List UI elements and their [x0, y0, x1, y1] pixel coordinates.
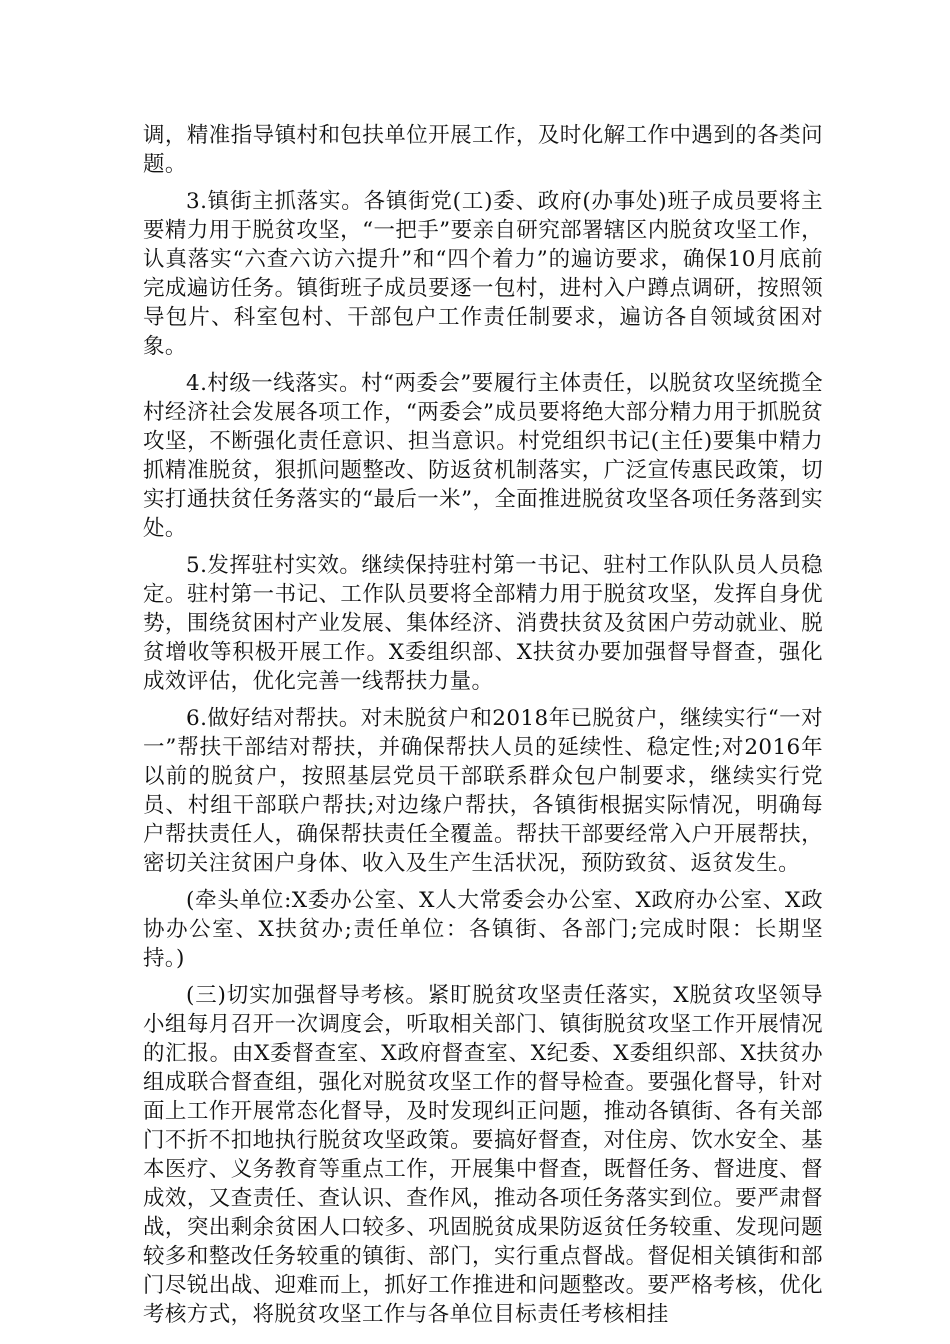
paragraph-item-3: 3.镇街主抓落实。各镇街党(工)委、政府(办事处)班子成员要将主要精力用于脱贫攻坚，“一把手”要亲自研究部署辖区内脱贫攻坚工作，认真落实“六查六访六提升”和“四个着力”的遍访要求，确保10月底前完成遍访任务。镇街班子成员要逐一包村，进村入户蹲点调研，按照领导包片、科室包村、干部包户工作责任制要求，遍访各自领域贫困对象。: [143, 189, 823, 359]
paragraph-item-5: 5.发挥驻村实效。继续保持驻村第一书记、驻村工作队队员人员稳定。驻村第一书记、工作队员要将全部精力用于脱贫攻坚，发挥自身优势，围绕贫困村产业发展、集体经济、消费扶贫及贫困户劳动就业、脱贫增收等积极开展工作。X委组织部、X扶贫办要加强督导督查，强化成效评估，优化完善一线帮扶力量。: [143, 553, 823, 694]
document-body: [143, 121, 823, 1337]
paragraph-item-6: 6.做好结对帮扶。对未脱贫户和2018年已脱贫户，继续实行“一对一”帮扶干部结对帮扶，并确保帮扶人员的延续性、稳定性;对2016年以前的脱贫户，按照基层党员干部联系群众包户制要求，继续实行党员、村组干部联户帮扶;对边缘户帮扶，各镇街根据实际情况，明确每户帮扶责任人，确保帮扶责任全覆盖。帮扶干部要经常入户开展帮扶，密切关注贫困户身体、收入及生产生活状况，预防致贫、返贫发生。: [143, 706, 823, 876]
paragraph-section-3: (三)切实加强督导考核。紧盯脱贫攻坚责任落实，X脱贫攻坚领导小组每月召开一次调度会，听取相关部门、镇街脱贫攻坚工作开展情况的汇报。由X委督查室、X政府督查室、X纪委、X委组织部、X扶贫办组成联合督查组，强化对脱贫攻坚工作的督导检查。要强化督导，针对面上工作开展常态化督导，及时发现纠正问题，推动各镇街、各有关部门不折不扣地执行脱贫攻坚政策。要搞好督查，对住房、饮水安全、基本医疗、义务教育等重点工作，开展集中督查，既督任务、督进度、督成效，又查责任、查认识、查作风，推动各项任务落实到位。要严肃督战，突出剩余贫困人口较多、巩固脱贫成果防返贫任务较重、发现问题较多和整改任务较重的镇街、部门，实行重点督战。督促相关镇街和部门尽锐出战、迎难而上，抓好工作推进和问题整改。要严格考核，优化考核方式，将脱贫攻坚工作与各单位目标责任考核相挂: [143, 983, 823, 1327]
paragraph-responsibility-note: (牵头单位:X委办公室、X人大常委会办公室、X政府办公室、X政协办公室、X扶贫办;责任单位：各镇街、各部门;完成时限：长期坚持。): [143, 888, 823, 971]
paragraph-continuation: 调，精准指导镇村和包扶单位开展工作，及时化解工作中遇到的各类问题。: [143, 123, 823, 177]
paragraph-item-4: 4.村级一线落实。村“两委会”要履行主体责任，以脱贫攻坚统揽全村经济社会发展各项工作，“两委会”成员要将绝大部分精力用于抓脱贫攻坚，不断强化责任意识、担当意识。村党组织书记(主任)要集中精力抓精准脱贫，狠抓问题整改、防返贫机制落实，广泛宣传惠民政策，切实打通扶贫任务落实的“最后一米”，全面推进脱贫攻坚各项任务落到实处。: [143, 371, 823, 541]
